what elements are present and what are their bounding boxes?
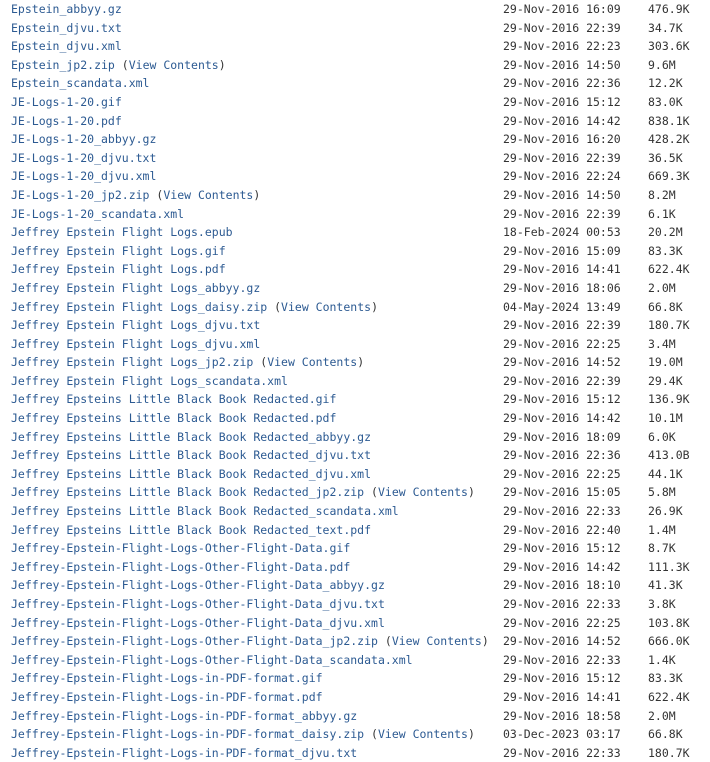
file-link[interactable]: JE-Logs-1-20_djvu.xml [11,169,157,184]
file-name-cell [11,390,336,409]
file-name-cell [11,688,323,707]
view-contents-link[interactable]: View Contents [377,485,468,500]
view-contents-link[interactable]: View Contents [377,727,468,742]
file-name-cell [11,353,364,372]
file-row [0,744,710,762]
file-row [0,260,710,279]
view-contents-wrapper: (View Contents) [377,634,489,649]
file-link[interactable]: Jeffrey Epstein Flight Logs.pdf [11,262,226,277]
file-name-cell [11,149,156,168]
file-size: 111.3K [648,559,690,574]
file-size: 26.9K [648,504,683,519]
file-link[interactable]: JE-Logs-1-20.gif [11,94,122,109]
file-name-cell [11,595,385,614]
file-date: 29-Nov-2016 22:33 [503,652,621,667]
file-size: 34.7K [648,20,683,35]
file-name-cell [11,186,260,205]
file-link[interactable]: Jeffrey Epsteins Little Black Book Redacted.gif [11,392,337,407]
view-contents-wrapper: (View Contents) [114,57,226,72]
view-contents-wrapper: (View Contents) [364,727,475,742]
file-date: 29-Nov-2016 14:42 [503,113,621,128]
file-name-cell [11,483,475,502]
file-size: 9.6M [648,57,676,72]
file-link[interactable]: Jeffrey-Epstein-Flight-Logs-in-PDF-format.pdf [11,689,323,704]
file-row [0,186,710,205]
file-link[interactable]: Epstein_djvu.txt [11,20,122,35]
file-row [0,167,710,186]
view-contents-link[interactable]: View Contents [267,355,358,370]
file-row [0,279,710,298]
file-date: 29-Nov-2016 14:50 [503,57,621,72]
file-link[interactable]: Jeffrey-Epstein-Flight-Logs-Other-Flight-Data_djvu.xml [11,615,385,630]
file-link[interactable]: JE-Logs-1-20_djvu.txt [11,150,157,165]
file-size: 3.8K [648,597,676,611]
file-link[interactable]: Epstein_abbyy.gz [11,2,122,16]
file-date: 29-Nov-2016 22:39 [503,206,621,221]
file-link[interactable]: Jeffrey-Epstein-Flight-Logs-Other-Flight-Data.pdf [11,559,351,574]
file-link[interactable]: Jeffrey-Epstein-Flight-Logs-in-PDF-format_daisy.zip [11,727,365,742]
file-size: 19.0M [648,355,683,370]
file-date: 29-Nov-2016 22:39 [503,150,621,165]
file-row [0,428,710,447]
file-row [0,19,710,38]
file-date: 29-Nov-2016 15:12 [503,541,621,556]
file-date: 29-Nov-2016 14:52 [503,634,621,649]
file-size: 3.4M [648,336,676,351]
file-date: 29-Nov-2016 22:25 [503,615,621,630]
file-date: 29-Nov-2016 18:06 [503,280,621,295]
file-row [0,521,710,540]
file-size: 5.8M [648,485,676,500]
file-link[interactable]: Epstein_djvu.xml [11,39,122,54]
file-name-cell [11,707,357,726]
file-row [0,74,710,93]
file-row [0,149,710,168]
file-size: 180.7K [648,745,690,760]
file-name-cell [11,669,323,688]
file-date: 29-Nov-2016 22:39 [503,373,621,388]
file-date: 29-Nov-2016 22:33 [503,504,621,519]
file-name-cell [11,56,226,75]
file-date: 29-Nov-2016 14:41 [503,262,621,277]
file-name-cell [11,614,385,633]
file-row [0,651,710,670]
file-link[interactable]: Jeffrey-Epstein-Flight-Logs-Other-Flight-Data_scandata.xml [11,652,413,667]
file-size: 66.8K [648,299,683,314]
file-date: 29-Nov-2016 18:58 [503,708,621,723]
file-date: 29-Nov-2016 15:12 [503,392,621,407]
file-row [0,483,710,502]
file-name-cell [11,744,357,762]
file-link[interactable]: Jeffrey Epstein Flight Logs_djvu.xml [11,336,261,351]
file-date: 29-Nov-2016 22:23 [503,39,621,54]
file-size: 136.9K [648,392,690,407]
file-size: 103.8K [648,615,690,630]
file-row [0,335,710,354]
file-date: 29-Nov-2016 15:05 [503,485,621,500]
file-row [0,725,710,744]
file-row [0,372,710,391]
file-name-cell [11,112,122,131]
file-date: 29-Nov-2016 14:50 [503,187,621,202]
file-row [0,707,710,726]
file-name-cell [11,279,260,298]
file-row [0,595,710,614]
file-date: 29-Nov-2016 22:39 [503,20,621,35]
view-contents-link[interactable]: View Contents [281,299,372,314]
file-date: 18-Feb-2024 00:53 [503,225,621,240]
file-row [0,539,710,558]
file-link[interactable]: Jeffrey Epstein Flight Logs_jp2.zip [11,355,254,370]
file-name-cell [11,446,371,465]
file-row [0,56,710,75]
file-size: 180.7K [648,318,690,333]
file-row [0,502,710,521]
file-date: 29-Nov-2016 22:33 [503,745,621,760]
file-row [0,688,710,707]
file-link[interactable]: JE-Logs-1-20_scandata.xml [11,206,185,221]
file-date: 29-Nov-2016 22:36 [503,448,621,463]
file-size: 6.1K [648,206,676,221]
file-row [0,316,710,335]
file-name-cell [11,260,226,279]
file-name-cell [11,130,156,149]
file-row [0,37,710,56]
file-name-cell [11,37,122,56]
file-link[interactable]: Jeffrey-Epstein-Flight-Logs-in-PDF-format_djvu.txt [11,745,358,760]
file-date: 29-Nov-2016 22:40 [503,522,621,537]
file-size: 83.3K [648,243,683,258]
view-contents-link[interactable]: View Contents [391,634,482,649]
file-name-cell [11,19,122,38]
file-date: 04-May-2024 13:49 [503,299,621,314]
view-contents-link[interactable]: View Contents [128,57,219,72]
file-size: 1.4K [648,652,676,667]
file-date: 29-Nov-2016 16:09 [503,2,621,16]
file-row [0,409,710,428]
file-row [0,298,710,317]
file-link[interactable]: Epstein_scandata.xml [11,76,150,91]
file-size: 66.8K [648,727,683,742]
file-link[interactable]: JE-Logs-1-20.pdf [11,113,122,128]
file-size: 36.5K [648,150,683,165]
file-row [0,465,710,484]
file-size: 303.6K [648,39,690,54]
file-link[interactable]: Jeffrey-Epstein-Flight-Logs-Other-Flight-Data_djvu.txt [11,597,385,611]
file-link[interactable]: Jeffrey Epsteins Little Black Book Redacted_scandata.xml [11,504,399,519]
file-name-cell [11,651,413,670]
file-link[interactable]: Jeffrey-Epstein-Flight-Logs-in-PDF-format_abbyy.gz [11,708,358,723]
file-row [0,205,710,224]
file-size: 838.1K [648,113,690,128]
file-name-cell [11,409,336,428]
file-link[interactable]: Jeffrey-Epstein-Flight-Logs-Other-Flight-Data.gif [11,541,351,556]
file-link[interactable]: Jeffrey Epsteins Little Black Book Redacted_abbyy.gz [11,429,372,444]
file-date: 29-Nov-2016 22:33 [503,597,621,611]
file-row [0,130,710,149]
view-contents-wrapper: (View Contents) [267,299,378,314]
file-size: 622.4K [648,689,690,704]
file-row [0,112,710,131]
file-name-cell [11,576,385,595]
file-link[interactable]: JE-Logs-1-20_jp2.zip [11,187,150,202]
file-name-cell [11,428,371,447]
file-row [0,223,710,242]
file-name-cell [11,335,260,354]
file-size: 83.3K [648,671,683,686]
file-date: 29-Nov-2016 15:12 [503,671,621,686]
file-name-cell [11,0,122,19]
file-size: 8.2M [648,187,676,202]
file-date: 29-Nov-2016 14:41 [503,689,621,704]
file-row [0,669,710,688]
file-size: 20.2M [648,225,683,240]
file-date: 29-Nov-2016 16:20 [503,132,621,147]
file-link[interactable]: Jeffrey Epstein Flight Logs.epub [11,225,233,240]
file-name-cell [11,521,371,540]
file-row [0,558,710,577]
file-size: 666.0K [648,634,690,649]
file-size: 1.4M [648,522,676,537]
file-name-cell [11,372,288,391]
file-name-cell [11,242,226,261]
file-size: 12.2K [648,76,683,91]
file-size: 2.0M [648,280,676,295]
file-date: 29-Nov-2016 22:39 [503,318,621,333]
file-link[interactable]: Jeffrey Epstein Flight Logs.gif [11,243,226,258]
file-row [0,446,710,465]
file-name-cell [11,465,371,484]
file-size: 6.0K [648,429,676,444]
file-size: 622.4K [648,262,690,277]
file-name-cell [11,502,399,521]
file-date: 29-Nov-2016 14:42 [503,411,621,426]
file-date: 29-Nov-2016 22:25 [503,466,621,481]
file-name-cell [11,167,156,186]
file-row [0,93,710,112]
file-size: 8.7K [648,541,676,556]
file-size: 413.0B [648,448,690,463]
view-contents-wrapper: (View Contents) [253,355,365,370]
file-size: 44.1K [648,466,683,481]
file-name-cell [11,93,122,112]
file-name-cell [11,74,149,93]
file-link[interactable]: Epstein_jp2.zip [11,57,115,72]
file-name-cell [11,558,350,577]
file-date: 29-Nov-2016 18:10 [503,578,621,593]
file-link[interactable]: Jeffrey Epstein Flight Logs_daisy.zip [11,299,268,314]
file-link[interactable]: Jeffrey Epstein Flight Logs_scandata.xml [11,373,288,388]
file-size: 428.2K [648,132,690,147]
view-contents-wrapper: (View Contents) [364,485,475,500]
file-size: 669.3K [648,169,690,184]
file-row [0,242,710,261]
file-date: 29-Nov-2016 22:24 [503,169,621,184]
view-contents-wrapper: (View Contents) [149,187,261,202]
file-name-cell [11,539,350,558]
file-date: 03-Dec-2023 03:17 [503,727,621,742]
file-name-cell [11,223,233,242]
file-link[interactable]: Jeffrey Epsteins Little Black Book Redacted.pdf [11,411,337,426]
file-link[interactable]: Jeffrey Epstein Flight Logs_abbyy.gz [11,280,261,295]
file-row [0,576,710,595]
file-name-cell [11,632,489,651]
file-size: 83.0K [648,94,683,109]
file-size: 41.3K [648,578,683,593]
file-date: 29-Nov-2016 14:42 [503,559,621,574]
file-link[interactable]: Jeffrey-Epstein-Flight-Logs-Other-Flight-Data_abbyy.gz [11,578,385,593]
file-name-cell [11,725,475,744]
file-date: 29-Nov-2016 15:09 [503,243,621,258]
file-link[interactable]: Jeffrey Epstein Flight Logs_djvu.txt [11,318,261,333]
file-size: 10.1M [648,411,683,426]
file-size: 476.9K [648,2,690,16]
file-row [0,614,710,633]
file-link[interactable]: JE-Logs-1-20_abbyy.gz [11,132,157,147]
file-size: 2.0M [648,708,676,723]
file-row [0,353,710,372]
file-link[interactable]: Jeffrey Epsteins Little Black Book Redacted_text.pdf [11,522,372,537]
file-date: 29-Nov-2016 22:36 [503,76,621,91]
file-row [0,390,710,409]
file-link[interactable]: Jeffrey-Epstein-Flight-Logs-Other-Flight-Data_jp2.zip [11,634,378,649]
file-row [0,632,710,651]
file-link[interactable]: Jeffrey Epsteins Little Black Book Redacted_djvu.txt [11,448,372,463]
file-link[interactable]: Jeffrey Epsteins Little Black Book Redacted_djvu.xml [11,466,372,481]
file-date: 29-Nov-2016 15:12 [503,94,621,109]
file-date: 29-Nov-2016 14:52 [503,355,621,370]
view-contents-link[interactable]: View Contents [163,187,254,202]
file-name-cell [11,298,378,317]
file-link[interactable]: Jeffrey Epsteins Little Black Book Redacted_jp2.zip [11,485,365,500]
file-size: 29.4K [648,373,683,388]
file-name-cell [11,205,184,224]
file-link[interactable]: Jeffrey-Epstein-Flight-Logs-in-PDF-format.gif [11,671,323,686]
file-row [0,0,710,19]
file-date: 29-Nov-2016 22:25 [503,336,621,351]
file-date: 29-Nov-2016 18:09 [503,429,621,444]
file-name-cell [11,316,260,335]
